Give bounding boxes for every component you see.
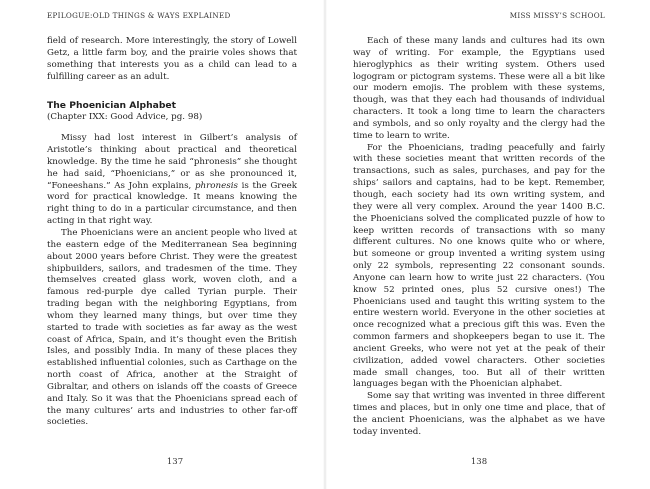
paragraph-missy-part-b: is the Greek word for practical knowledge. It means knowing the right thing to do in a particular circumstance, and then acting in that right way.: [47, 180, 297, 227]
section-gap: [47, 83, 297, 100]
right-page: [325, 0, 650, 489]
running-head-right: MISS MISSY’S SCHOOL: [509, 11, 605, 20]
paragraph-continued: field of research. More interestingly, the story of Lowell Getz, a little farm boy, and the prairie voles shows that something that interests you as a child can lead to a fulfilling career as an adult.: [47, 36, 297, 82]
paragraph-missy: [47, 133, 297, 228]
phronesis-term: phronesis: [194, 180, 238, 191]
section-title: The Phoenician Alphabet: [47, 100, 177, 112]
paragraph-phoenicians: The Phoenicians were an ancient people who lived at the eastern edge of the Mediterranean Sea beginning about 2000 years before Christ. They were the greatest shipbuilders, sailors, and tradesmen of the time. They themselves created glass work, woven cloth, and a famous red-purple dye called Tyrian purple. Their trading began with the neighboring Egyptians, from whom they learned many things, but over time they started to trade with societies as far away as the west coast of Africa, Spain, and it’s thought even the British Isles, and possibly India. In many of these places they established influential colonies, such as Carthage on the north coast of Africa, another at the Straight of Gibraltar, and others on islands off the coasts of Greece and Italy. So it was that the Phoenicians spread each of the many cultures’ arts and industries to other far-off societies.: [47, 227, 297, 428]
paragraph-writing-systems: Each of these many lands and cultures had its own way of writing. For example, the Egyptians used hieroglyphics as their writing system. Others used logogram or pictogram systems. These were all a bit like our modern emojis. The problem with these systems, though, was that they each had thousands of individual characters. It took a long time to learn the characters and symbols, and so only royalty and the clergy had the time to learn to write.: [353, 36, 605, 141]
page-number-right: 138: [470, 457, 488, 467]
right-page-body: [353, 36, 605, 439]
left-page-body: [47, 36, 297, 429]
running-head-left: EPILOGUE:OLD THINGS & WAYS EXPLAINED: [47, 11, 231, 20]
paragraph-alphabet-invented: Some say that writing was invented in three different times and places, but in only one time and place, that of the ancient Phoenicians, was the alphabet as we have today invented.: [353, 391, 605, 437]
section-subtitle: (Chapter IXX: Good Advice, pg. 98): [47, 112, 203, 123]
paragraph-trading: For the Phoenicians, trading peacefully and fairly with these societies meant that written records of the transactions, such as sales, purchases, and pay for the ships’ sailors and captains, had to be kept. Remember, though, each society had its own writing system, and they were all very complex. Around the year 1400 B.C. the Phoenicians solved the complicated puzzle of how to keep written records of transactions with so many different cultures. No one knows quite who or where, but someone or group invented a writing system using only 22 symbols, representing 22 consonant sounds. Anyone can learn how to write just 22 characters. (You know 52 printed ones, plus 52 cursive ones!) The Phoenicians used and taught this writing system to the entire western world. Everyone in the other societies at once recognized what a precious gift this was. Even the common farmers and shopkeepers began to use it. The ancient Greeks, who were not yet at the peak of their civilization, added vowel characters. Other societies made small changes, too. But all of their written languages began with the Phoenician alphabet.: [353, 142, 605, 390]
paragraph-missy-part-a: Missy had lost interest in Gilbert’s analysis of Aristotle’s thinking about practical and theoretical knowledge. By the time he said “phronesis” she thought he had said, “Phoenicians,” or as she pronounced it, “Foneeshans.” As John explains,: [47, 133, 297, 191]
page-number-left: 137: [166, 457, 184, 467]
